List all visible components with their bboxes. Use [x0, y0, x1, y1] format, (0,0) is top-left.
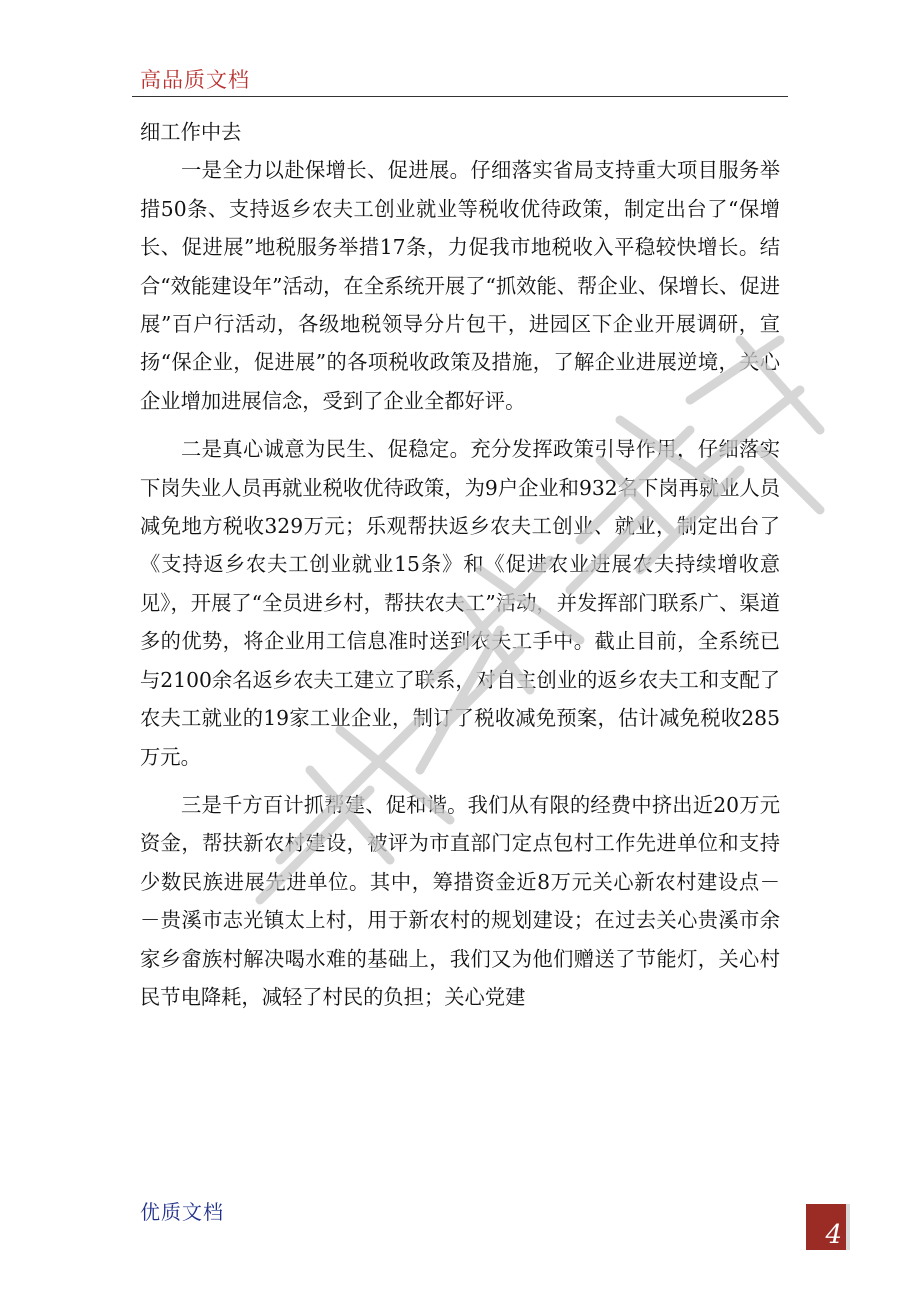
header-divider: [132, 96, 788, 97]
paragraph-assistance: 三是千方百计抓帮建、促和谐。我们从有限的经费中挤出近20万元资金，帮扶新农村建设，被评为市直部门定点包村工作先进单位和支持少数民族进展先进单位。其中，筹措资金近8万元关心新农村建设点－－贵溪市志光镇太上村，用于新农村的规划建设；在过去关心贵溪市余家乡畲族村解决喝水难的基础上，我们又为他们赠送了节能灯，关心村民节电降耗，减轻了村民的负担；关心党建: [140, 792, 780, 1009]
page-badge-edge: [846, 1204, 850, 1250]
footer-title: 优质文档: [140, 1200, 224, 1224]
paragraph-livelihood: 二是真心诚意为民生、促稳定。充分发挥政策引导作用，仔细落实下岗失业人员再就业税收优待政策，为9户企业和932名下岗再就业人员减免地方税收329万元；乐观帮扶返乡农夫工创业、就业，制定出台了《支持返乡农夫工创业就业15条》和《促进农业进展农夫持续增收意见》，开展了“全员进乡村，帮扶农夫工”活动，并发挥部门联系广、渠道多的优势，将企业用工信息准时送到农夫工手中。截止目前，全系统已与2100余名返乡农夫工建立了联系，对自主创业的返乡农夫工和支配了农夫工就业的19家工业企业，制订了税收减免预案，估计减免税收285万元。: [140, 437, 780, 769]
page-number: 4: [825, 1220, 842, 1250]
paragraph-growth: 一是全力以赴保增长、促进展。仔细落实省局支持重大项目服务举措50条、支持返乡农夫工创业就业等税收优待政策，制定出台了“保增长、促进展”地税服务举措17条，力促我市地税收入平稳较快增长。结合“效能建设年”活动，在全系统开展了“抓效能、帮企业、保增长、促进展”百户行活动，各级地税领导分片包干，进园区下企业开展调研，宣扬“保企业，促进展”的各项税收政策及措施，了解企业进展逆境，关心企业增加进展信念，受到了企业全都好评。: [140, 158, 780, 413]
paragraph-continuation: 细工作中去: [140, 120, 242, 144]
document-body: [140, 113, 780, 1016]
page-number-badge: [806, 1204, 846, 1250]
header-title: 高品质文档: [140, 68, 250, 92]
